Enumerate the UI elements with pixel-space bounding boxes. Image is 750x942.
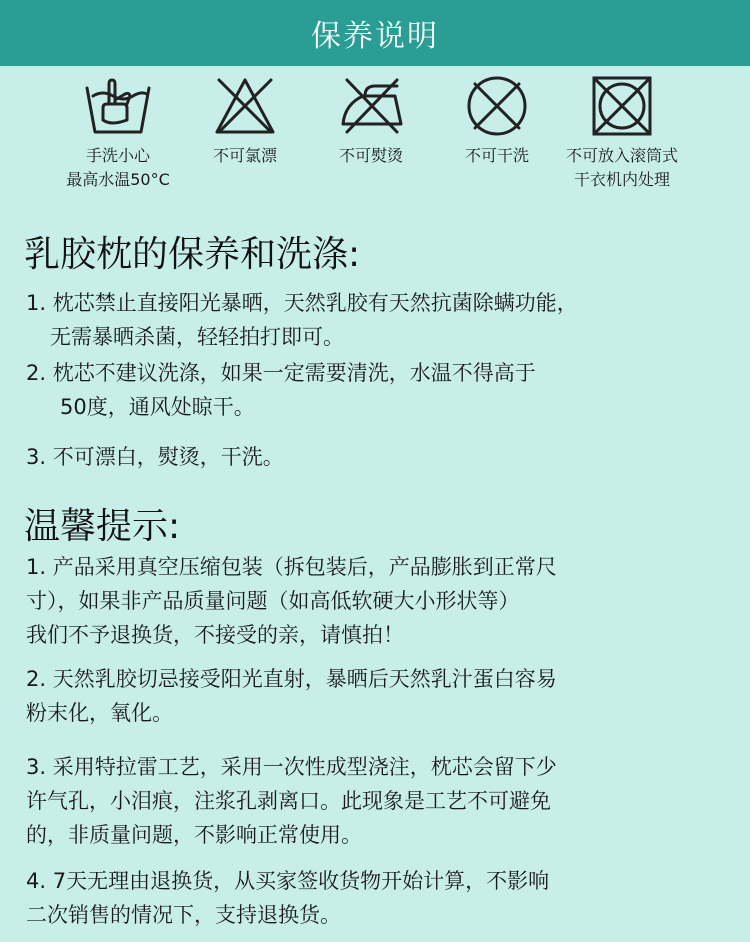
icon-label-line: 干衣机内处理 [573,170,670,189]
icon-label-line: 不可放入滚筒式 [565,146,678,165]
care-icon-hand-wash [58,74,178,192]
tip-item-line: 2. 天然乳胶切忌接受阳光直射，暴晒后天然乳汁蛋白容易 [26,667,557,691]
icon-label-line: 手洗小心 [85,146,150,165]
care-icon-no-tumble-dry [552,74,692,192]
care-item-2 [26,356,536,424]
care-icon-no-iron [316,74,426,168]
care-item-line: 50度，通风处晾干。 [60,395,255,419]
care-item-3 [26,440,284,474]
no-bleach-icon [213,74,277,138]
care-item-line: 2. 枕芯不建议洗涤，如果一定需要清洗，水温不得高于 [26,361,536,385]
page-title: 保养说明 [311,19,439,54]
tip-item-1 [26,550,557,652]
no-iron-icon [335,74,407,138]
care-icon-no-bleach [190,74,300,168]
icon-label-line: 最高水温50°C [66,170,170,189]
care-icons-row [0,74,750,204]
icon-label-line: 不可氯漂 [212,146,277,165]
tip-item-line: 的，非质量问题，不影响正常使用。 [26,823,362,847]
tip-item-line: 1. 产品采用真空压缩包装（拆包装后，产品膨胀到正常尺 [26,555,557,579]
header-bar [0,0,750,66]
care-icon-no-dry-clean [442,74,552,168]
tip-item-line: 寸），如果非产品质量问题（如高低软硬大小形状等） [26,589,520,613]
icon-label-line: 不可熨烫 [338,146,403,165]
tip-item-line: 二次销售的情况下，支持退换货。 [26,903,341,927]
tips-section-title: 温馨提示: [24,506,181,547]
tip-item-4 [26,864,549,932]
hand-wash-icon [83,74,153,138]
tip-item-line: 许气孔，小泪痕，注浆孔剥离口。此现象是工艺不可避免 [26,789,551,813]
care-item-line: 1. 枕芯禁止直接阳光暴晒，天然乳胶有天然抗菌除螨功能， [26,291,578,315]
tip-item-3 [26,750,557,852]
care-item-line: 3. 不可漂白，熨烫，干洗。 [26,445,284,469]
icon-label-line: 不可干洗 [464,146,529,165]
tip-item-line: 3. 采用特拉雷工艺，采用一次性成型浇注，枕芯会留下少 [26,755,557,779]
tip-item-line: 我们不予退换货，不接受的亲，请慎拍！ [26,623,404,647]
care-item-1 [26,286,578,354]
care-section-title: 乳胶枕的保养和洗涤: [24,234,361,275]
tip-item-line: 4. 7天无理由退换货，从买家签收货物开始计算，不影响 [26,869,550,893]
no-dry-clean-icon [465,74,529,138]
tip-item-line: 粉末化，氧化。 [26,701,173,725]
care-item-line: 无需暴晒杀菌，轻轻拍打即可。 [50,325,344,349]
tip-item-2 [26,662,557,730]
no-tumble-dry-icon [590,74,654,138]
